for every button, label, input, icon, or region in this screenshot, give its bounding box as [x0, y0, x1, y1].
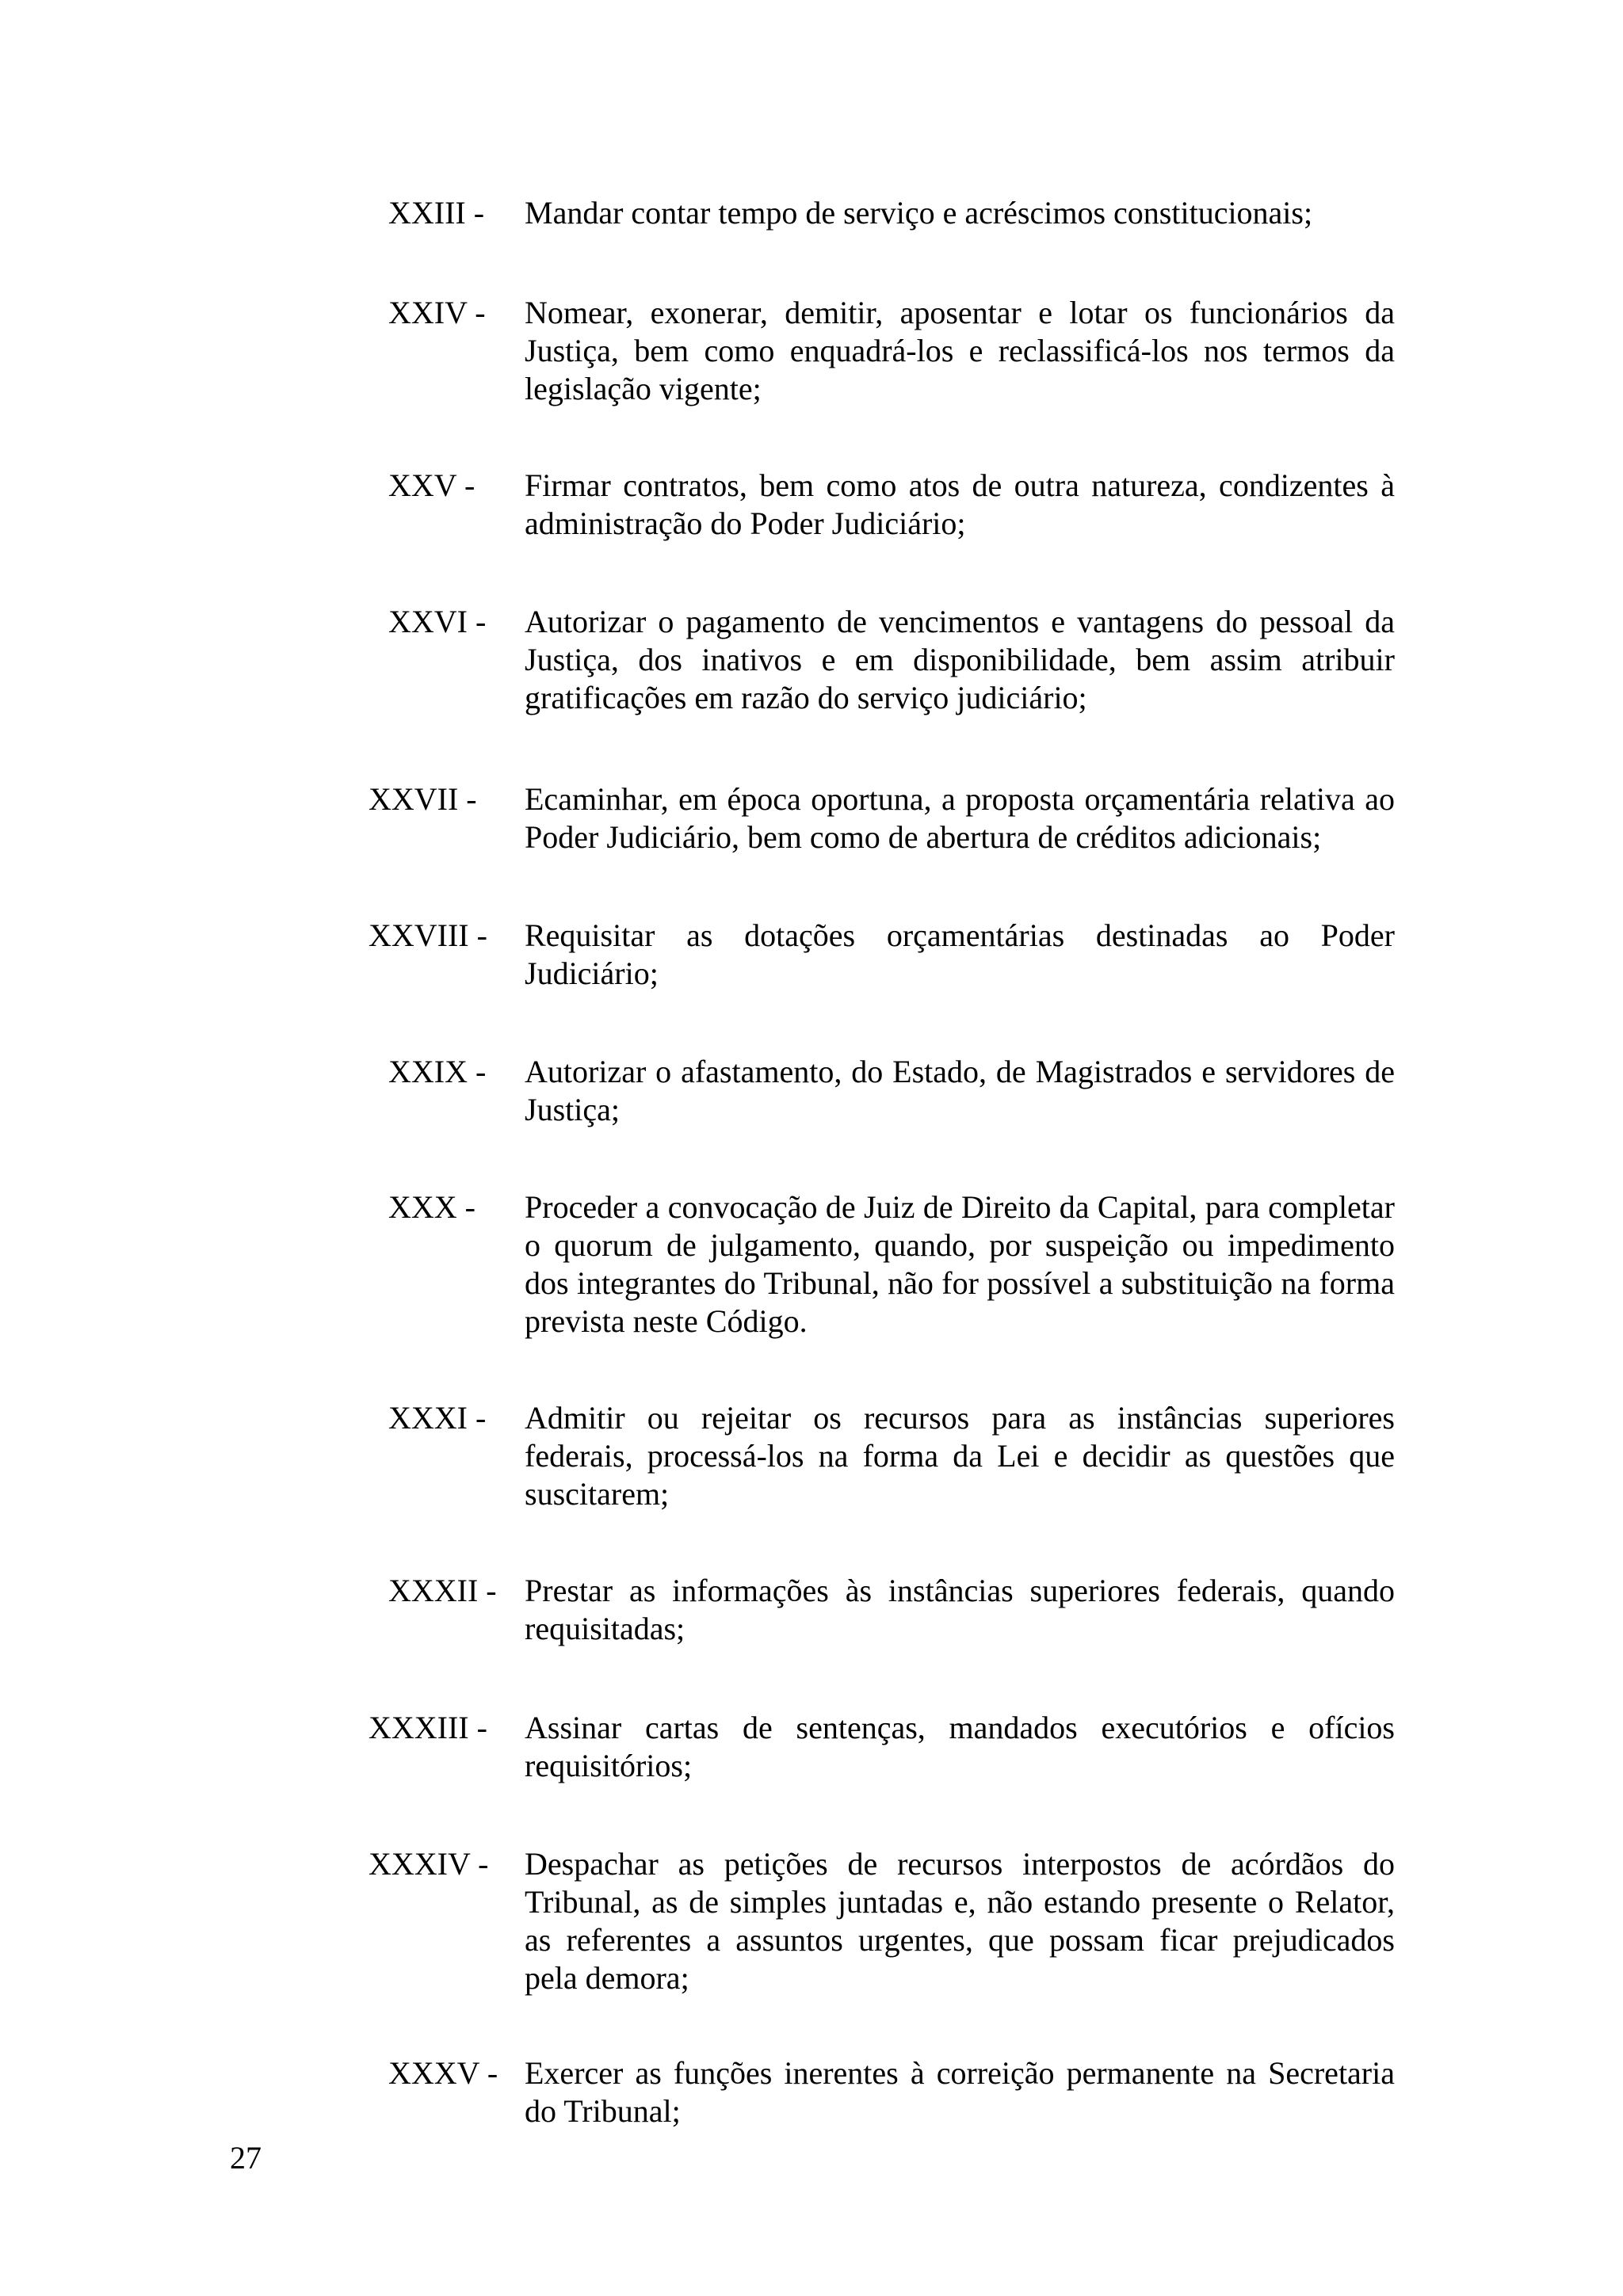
list-item-xxx — [365, 1188, 1395, 1341]
item-text: Prestar as informações às instâncias superiores federais, quando requisitadas; — [525, 1573, 1395, 1646]
list-item-xxxiv — [365, 1845, 1395, 1997]
item-number: XXVII - — [369, 781, 477, 817]
list-item-xxvii — [365, 780, 1395, 856]
list-item-xxiv — [365, 294, 1395, 408]
list-item-xxxi — [365, 1399, 1395, 1513]
list-item-xxxii — [365, 1572, 1395, 1648]
item-text: Despachar as petições de recursos interpostos de acórdãos do Tribunal, as de simples juntadas e, não estando presente o Relator, as referentes a assuntos urgentes, que possam ficar prejudicados pela demora; — [525, 1846, 1395, 1996]
item-text: Exercer as funções inerentes à correição permanente na Secretaria do Tribunal; — [525, 2055, 1395, 2129]
item-text: Ecaminhar, em época oportuna, a proposta orçamentária relativa ao Poder Judiciário, bem como de abertura de créditos adicionais; — [525, 781, 1395, 855]
list-item-xxxiii — [365, 1709, 1395, 1785]
item-number: XXX - — [388, 1189, 475, 1225]
page-number: 27 — [230, 2140, 262, 2176]
item-text: Mandar contar tempo de serviço e acréscimos constitucionais; — [525, 195, 1313, 231]
item-number: XXV - — [388, 467, 475, 503]
item-text: Autorizar o afastamento, do Estado, de Magistrados e servidores de Justiça; — [525, 1054, 1395, 1127]
item-text: Requisitar as dotações orçamentárias destinadas ao Poder Judiciário; — [525, 917, 1395, 991]
item-number: XXVIII - — [369, 917, 487, 953]
item-number: XXIV - — [388, 295, 486, 330]
item-number: XXVI - — [388, 604, 487, 639]
item-number: XXIII - — [388, 195, 485, 231]
item-number: XXXIV - — [369, 1846, 489, 1882]
item-text: Assinar cartas de sentenças, mandados executórios e ofícios requisitórios; — [525, 1710, 1395, 1783]
list-item-xxv — [365, 467, 1395, 543]
item-number: XXXV - — [388, 2055, 498, 2091]
item-text: Firmar contratos, bem como atos de outra natureza, condizentes à administração do Poder Judiciário; — [525, 467, 1395, 541]
list-item-xxviii — [365, 917, 1395, 993]
list-item-xxix — [365, 1053, 1395, 1129]
item-number: XXXI - — [388, 1400, 487, 1436]
item-text: Admitir ou rejeitar os recursos para as instâncias superiores federais, processá-los na forma da Lei e decidir as questões que suscitarem; — [525, 1400, 1395, 1512]
list-item-xxvi — [365, 603, 1395, 717]
item-text: Autorizar o pagamento de vencimentos e vantagens do pessoal da Justiça, dos inativos e em disponibilidade, bem assim atribuir gratificações em razão do serviço judiciário; — [525, 604, 1395, 715]
item-number: XXIX - — [388, 1054, 487, 1089]
item-text: Nomear, exonerar, demitir, aposentar e lotar os funcionários da Justiça, bem como enquadrá-los e reclassificá-los nos termos da legislação vigente; — [525, 295, 1395, 406]
list-item-xxiii — [365, 194, 1395, 232]
item-number: XXXIII - — [369, 1710, 487, 1745]
item-number: XXXII - — [388, 1573, 497, 1608]
item-text: Proceder a convocação de Juiz de Direito da Capital, para completar o quorum de julgamento, quando, por suspeição ou impedimento dos integrantes do Tribunal, não for possível a substituição na forma prevista neste Código. — [525, 1189, 1395, 1339]
list-item-xxxv — [365, 2054, 1395, 2130]
